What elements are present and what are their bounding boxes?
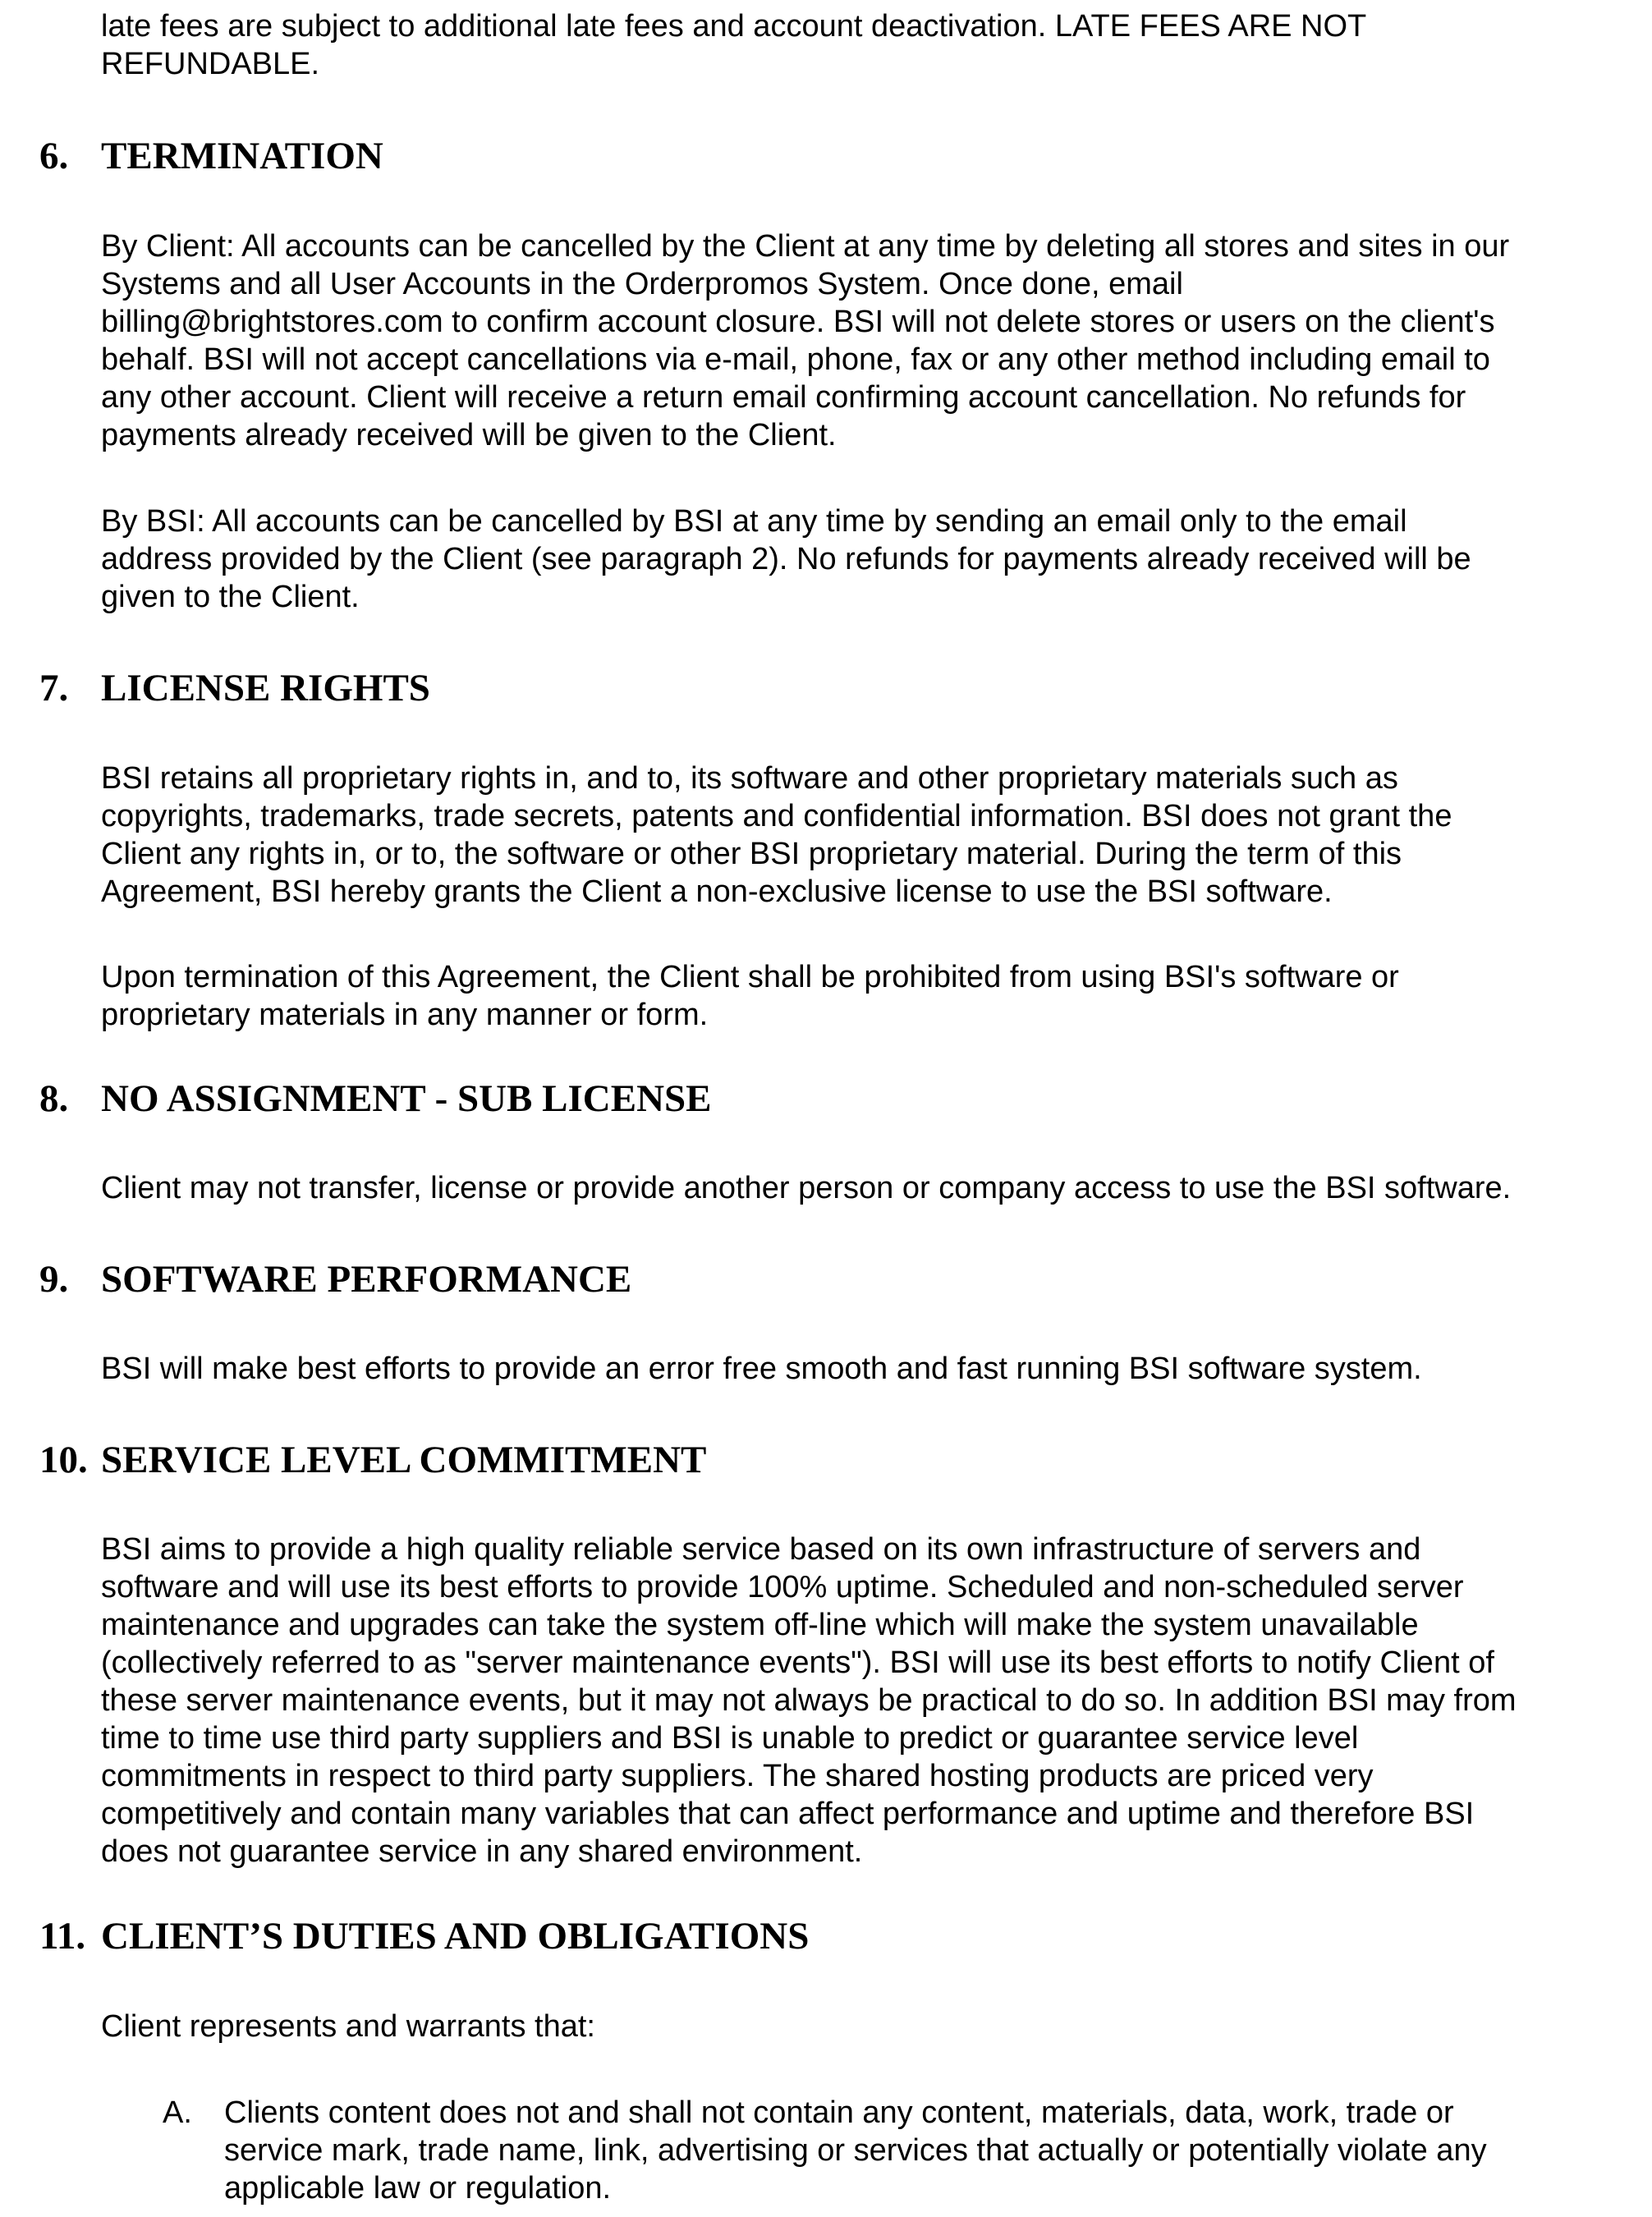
text-line: payments already received will be given to the Client.	[101, 418, 837, 452]
section-title: TERMINATION	[101, 135, 383, 177]
section-number: 10.	[39, 1439, 88, 1481]
text-line: BSI aims to provide a high quality reliable service based on its own infrastructure of servers and	[101, 1532, 1421, 1567]
intro-paragraph	[101, 7, 1366, 83]
section-heading-service-level	[39, 1437, 706, 1483]
section-heading-software-performance	[39, 1256, 631, 1302]
section-title: SERVICE LEVEL COMMITMENT	[101, 1439, 707, 1481]
paragraph-termination-by-client	[101, 227, 1509, 454]
text-line: software and will use its best efforts to provide 100% uptime. Scheduled and non-scheduled server	[101, 1570, 1464, 1604]
paragraph-software-performance	[101, 1350, 1422, 1388]
section-number: 11.	[39, 1915, 86, 1958]
paragraph-license-termination	[101, 958, 1399, 1034]
text-line: does not guarantee service in any shared environment.	[101, 1834, 863, 1869]
text-line: time to time use third party suppliers and BSI is unable to predict or guarantee service level	[101, 1721, 1359, 1756]
text-line: maintenance and upgrades can take the system off-line which will make the system unavailable	[101, 1608, 1419, 1642]
paragraph-no-assignment	[101, 1169, 1511, 1207]
text-line: Client may not transfer, license or provide another person or company access to use the BSI software.	[101, 1171, 1512, 1205]
text-line: Agreement, BSI hereby grants the Client a non-exclusive license to use the BSI software.	[101, 874, 1333, 909]
text-line: copyrights, trademarks, trade secrets, patents and confidential information. BSI does not grant the	[101, 799, 1452, 833]
text-line: BSI will make best efforts to provide an error free smooth and fast running BSI software system.	[101, 1352, 1422, 1386]
text-line: billing@brightstores.com to confirm account closure. BSI will not delete stores or users on the client's	[101, 305, 1495, 339]
section-heading-termination	[39, 133, 383, 179]
text-line: given to the Client.	[101, 580, 360, 614]
section-title: SOFTWARE PERFORMANCE	[101, 1258, 632, 1301]
section-number: 7.	[39, 667, 69, 709]
section-heading-license-rights	[39, 665, 430, 711]
text-line: Clients content does not and shall not contain any content, materials, data, work, trade or	[224, 2095, 1454, 2130]
section-number: 8.	[39, 1077, 69, 1120]
section-heading-client-duties	[39, 1913, 809, 1959]
text-line: (collectively referred to as "server maintenance events"). BSI will use its best efforts to notify Client of	[101, 1646, 1494, 1680]
text-line: By BSI: All accounts can be cancelled by BSI at any time by sending an email only to the email	[101, 504, 1407, 539]
text-line: address provided by the Client (see paragraph 2). No refunds for payments already received will be	[101, 542, 1471, 576]
text-line: behalf. BSI will not accept cancellations via e-mail, phone, fax or any other method including email to	[101, 342, 1490, 377]
section-number: 6.	[39, 135, 69, 177]
section-number: 9.	[39, 1258, 69, 1301]
paragraph-service-level	[101, 1531, 1517, 1870]
text-line: Systems and all User Accounts in the Orderpromos System. Once done, email	[101, 267, 1183, 301]
text-line: any other account. Client will receive a return email confirming account cancellation. No refunds for	[101, 380, 1466, 415]
section-title: NO ASSIGNMENT - SUB LICENSE	[101, 1077, 712, 1120]
section-title: LICENSE RIGHTS	[101, 667, 430, 709]
list-marker: A.	[163, 2095, 192, 2130]
text-line: Upon termination of this Agreement, the Client shall be prohibited from using BSI's software or	[101, 960, 1399, 994]
text-line: proprietary materials in any manner or form.	[101, 998, 709, 1032]
text-line: these server maintenance events, but it may not always be practical to do so. In addition BSI may from	[101, 1683, 1517, 1718]
text-line: late fees are subject to additional late fees and account deactivation. LATE FEES ARE NOT	[101, 9, 1367, 44]
paragraph-license-rights	[101, 760, 1452, 911]
text-line: Client represents and warrants that:	[101, 2009, 595, 2044]
text-line: applicable law or regulation.	[224, 2171, 612, 2206]
list-item-text	[224, 2094, 1487, 2207]
text-line: Client any rights in, or to, the software or other BSI proprietary material. During the term of this	[101, 837, 1402, 871]
text-line: competitively and contain many variables that can affect performance and uptime and therefore BSI	[101, 1797, 1475, 1831]
paragraph-termination-by-bsi	[101, 503, 1471, 616]
text-line: BSI retains all proprietary rights in, and to, its software and other proprietary materials such as	[101, 761, 1398, 796]
paragraph-client-represents	[101, 2008, 595, 2045]
text-line: REFUNDABLE.	[101, 47, 320, 81]
section-title: CLIENT’S DUTIES AND OBLIGATIONS	[101, 1915, 810, 1958]
text-line: By Client: All accounts can be cancelled by the Client at any time by deleting all stores and sites in our	[101, 229, 1510, 264]
text-line: commitments in respect to third party suppliers. The shared hosting products are priced very	[101, 1759, 1374, 1793]
text-line: service mark, trade name, link, advertising or services that actually or potentially violate any	[224, 2133, 1487, 2168]
section-heading-no-assignment	[39, 1076, 712, 1122]
